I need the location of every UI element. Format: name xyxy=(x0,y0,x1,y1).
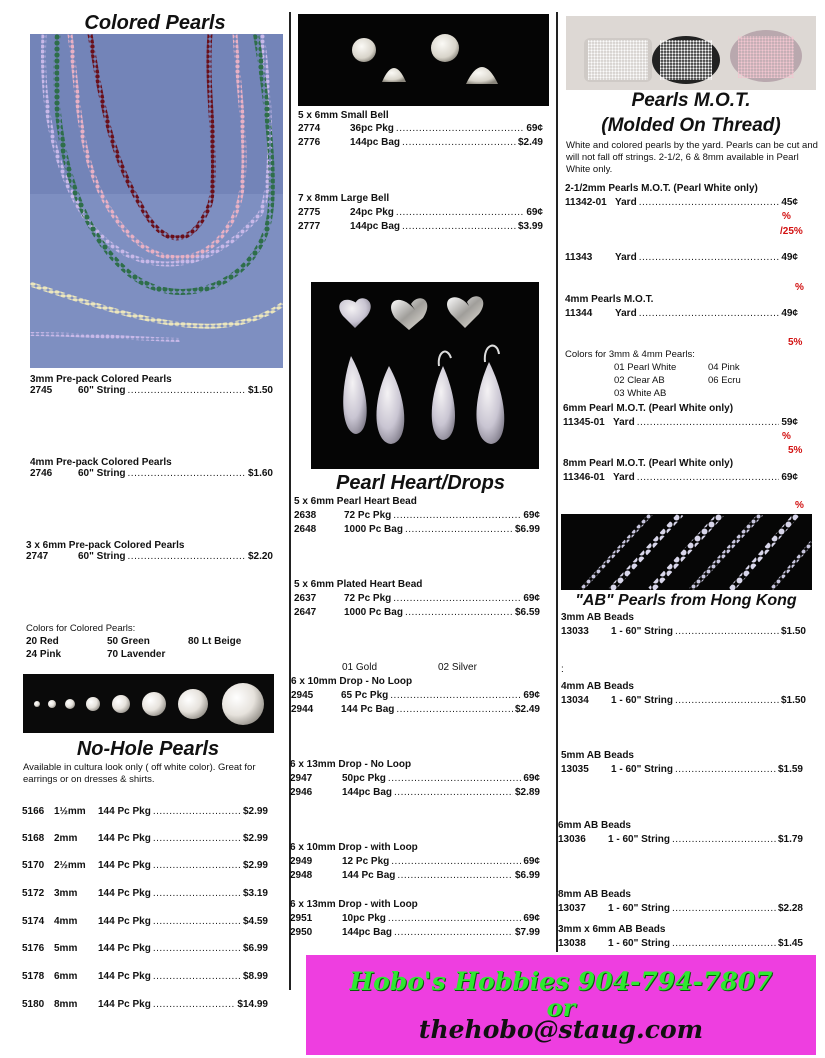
item-price: $8.99 xyxy=(242,971,268,982)
price-mark: % xyxy=(795,282,804,293)
no-hole-row xyxy=(22,833,268,844)
mot-title-line2: (Molded On Thread) xyxy=(601,115,781,136)
color-option: 24 Pink xyxy=(26,649,62,660)
ab-heading: 3mm AB Beads xyxy=(561,612,634,623)
price-mark: /25% xyxy=(780,226,803,237)
item-price: 69¢ xyxy=(523,510,540,521)
price-mark: 5% xyxy=(788,337,803,348)
item-code: 2946 xyxy=(290,787,313,798)
item-code: 13038 xyxy=(558,938,586,949)
finish-gold: 01 Gold xyxy=(342,662,378,673)
item-price: $7.99 xyxy=(514,927,540,938)
item-code: 2947 xyxy=(290,773,313,784)
item-code: 5166 xyxy=(22,806,45,817)
no-hole-row xyxy=(22,943,268,954)
item-price: 45¢ xyxy=(781,197,798,208)
item-price: $1.59 xyxy=(777,764,803,775)
ab-heading: 8mm AB Beads xyxy=(558,889,631,900)
item-desc: 1 - 60" String xyxy=(608,938,670,949)
item-desc: Yard xyxy=(613,417,635,428)
heart-drops-row xyxy=(290,913,540,924)
item-code: 2776 xyxy=(298,137,321,148)
bell-pearls-photo xyxy=(298,14,549,106)
mot-row xyxy=(563,472,798,483)
heart-drops-row xyxy=(290,856,540,867)
contact-banner xyxy=(306,955,816,1055)
item-heading: 4mm Pre-pack Colored Pearls xyxy=(30,457,172,468)
item-price: $2.89 xyxy=(514,787,540,798)
color-option: 70 Lavender xyxy=(107,649,166,660)
item-desc: 144pc Bag xyxy=(350,221,401,232)
item-code: 5174 xyxy=(22,916,45,927)
ab-row xyxy=(558,903,803,914)
color-option: 50 Green xyxy=(107,636,150,647)
no-hole-row xyxy=(22,916,268,927)
item-price: $2.49 xyxy=(514,704,540,715)
color-option: 02 Clear AB xyxy=(614,375,665,386)
colored-pearls-item-1 xyxy=(30,374,273,396)
item-price: 69¢ xyxy=(526,207,543,218)
item-desc: Yard xyxy=(615,308,637,319)
item-code: 13034 xyxy=(561,695,589,706)
heart-drops-row xyxy=(294,524,540,535)
item-price: 49¢ xyxy=(781,308,798,319)
ab-row xyxy=(561,626,806,637)
mot-heading: 6mm Pearl M.O.T. (Pearl White only) xyxy=(563,403,734,414)
item-desc: 144 Pc Pkg xyxy=(98,806,151,817)
heart-drops-heading: 6 x 13mm Drop - No Loop xyxy=(290,759,412,770)
mot-description: White and colored pearls by the yard. Pearls can be cut and will not fall off strings. 2-1/2, 6 & 8mm available in Pearl White only. xyxy=(566,140,818,175)
item-desc: 36pc Pkg xyxy=(350,123,394,134)
heart-drops-heading: 6 x 13mm Drop - with Loop xyxy=(290,899,418,910)
item-desc: 1 - 60" String xyxy=(611,626,673,637)
item-code: 2950 xyxy=(290,927,313,938)
heart-drops-title: Pearl Heart/Drops xyxy=(336,472,505,494)
color-option: 80 Lt Beige xyxy=(188,636,242,647)
item-desc: 144 Pc Pkg xyxy=(98,916,151,927)
mot-colors-label: Colors for 3mm & 4mm Pearls: xyxy=(565,349,695,360)
contact-phone: Hobo's Hobbies 904-794-7807 xyxy=(349,967,773,996)
column-divider-right xyxy=(556,12,558,952)
item-code: 2775 xyxy=(298,207,321,218)
item-price: 69¢ xyxy=(523,690,540,701)
heart-drops-row xyxy=(294,510,540,521)
item-price: $1.50 xyxy=(780,626,806,637)
item-code: 2745 xyxy=(30,385,53,396)
item-size: 4mm xyxy=(54,916,78,927)
item-desc: 1 - 60" String xyxy=(608,834,670,845)
stray-mark: : xyxy=(561,664,564,675)
small-bell-row xyxy=(298,123,543,134)
item-desc: Yard xyxy=(615,197,637,208)
heart-drops-heading: 6 x 10mm Drop - with Loop xyxy=(290,842,418,853)
heart-drops-row xyxy=(294,607,540,618)
item-code: 2774 xyxy=(298,123,321,134)
ab-heading: 4mm AB Beads xyxy=(561,681,634,692)
heart-drops-heading: 5 x 6mm Pearl Heart Bead xyxy=(294,496,417,507)
item-price: $1.60 xyxy=(247,468,273,479)
item-price: $3.99 xyxy=(517,221,543,232)
price-mark: % xyxy=(782,431,791,442)
item-price: $3.19 xyxy=(242,888,268,899)
mot-heading: 8mm Pearl M.O.T. (Pearl White only) xyxy=(563,458,734,469)
item-code: 2648 xyxy=(294,524,317,535)
item-desc: 144 Pc Pkg xyxy=(98,971,151,982)
item-price: 69¢ xyxy=(523,856,540,867)
item-price: 69¢ xyxy=(781,472,798,483)
mot-row xyxy=(565,197,798,208)
item-price: $6.59 xyxy=(514,607,540,618)
item-code: 2948 xyxy=(290,870,313,881)
item-code: 2945 xyxy=(291,690,314,701)
item-code: 11343 xyxy=(565,252,593,263)
item-desc: 1000 Pc Bag xyxy=(344,607,403,618)
colored-pearls-colors-label: Colors for Colored Pearls: xyxy=(26,623,136,634)
item-size: 3mm xyxy=(54,888,78,899)
small-bell-heading: 5 x 6mm Small Bell xyxy=(298,110,389,121)
heart-drops-row xyxy=(291,704,540,715)
mot-row xyxy=(565,252,798,263)
item-code: 13036 xyxy=(558,834,586,845)
price-mark: % xyxy=(795,500,804,511)
item-code: 2951 xyxy=(290,913,313,924)
no-hole-row xyxy=(22,860,268,871)
item-desc: 1000 Pc Bag xyxy=(344,524,403,535)
item-desc: 65 Pc Pkg xyxy=(341,690,389,701)
item-price: $1.45 xyxy=(777,938,803,949)
item-price: $1.79 xyxy=(777,834,803,845)
item-code: 2637 xyxy=(294,593,317,604)
item-desc: Yard xyxy=(615,252,637,263)
ab-heading: 6mm AB Beads xyxy=(558,820,631,831)
item-code: 13033 xyxy=(561,626,589,637)
ab-heading: 5mm AB Beads xyxy=(561,750,634,761)
small-bell-row xyxy=(298,137,543,148)
item-code: 11346-01 xyxy=(563,472,605,483)
item-desc: 1 - 60" String xyxy=(611,764,673,775)
item-code: 13037 xyxy=(558,903,586,914)
item-desc: 60" String xyxy=(78,551,126,562)
colored-pearls-item-3 xyxy=(26,540,273,562)
item-size: 6mm xyxy=(54,971,78,982)
item-desc: 144pc Bag xyxy=(350,137,401,148)
item-desc: 144 Pc Pkg xyxy=(98,833,151,844)
color-option: 03 White AB xyxy=(614,388,667,399)
heart-drops-row xyxy=(294,593,540,604)
mot-title-line1: Pearls M.O.T. xyxy=(631,90,751,111)
heart-drops-heading: 6 x 10mm Drop - No Loop xyxy=(291,676,413,687)
item-code: 2647 xyxy=(294,607,317,618)
item-code: 2944 xyxy=(291,704,314,715)
item-price: $4.59 xyxy=(242,916,268,927)
item-price: 69¢ xyxy=(526,123,543,134)
ab-row xyxy=(558,834,803,845)
item-desc: 144 Pc Bag xyxy=(341,704,395,715)
heart-drops-row xyxy=(290,773,540,784)
item-desc: 60" String xyxy=(78,385,126,396)
item-size: 2mm xyxy=(54,833,78,844)
color-option: 06 Ecru xyxy=(708,375,741,386)
no-hole-pearls-description: Available in cultura look only ( off white color). Great for earrings or on dresses & shirts. xyxy=(23,762,256,785)
item-heading: 3 x 6mm Pre-pack Colored Pearls xyxy=(26,540,185,551)
item-code: 2949 xyxy=(290,856,313,867)
item-code: 5170 xyxy=(22,860,45,871)
no-hole-pearls-title: No-Hole Pearls xyxy=(76,738,220,760)
item-desc: 72 Pc Pkg xyxy=(344,510,392,521)
item-price: $6.99 xyxy=(242,943,268,954)
item-code: 11344 xyxy=(565,308,593,319)
item-desc: 10pc Pkg xyxy=(342,913,386,924)
item-desc: 50pc Pkg xyxy=(342,773,386,784)
ab-row xyxy=(558,938,803,949)
colored-pearls-title: Colored Pearls xyxy=(84,12,226,34)
item-price: $2.99 xyxy=(242,833,268,844)
item-code: 11342-01 xyxy=(565,197,607,208)
no-hole-row xyxy=(22,971,268,982)
heart-drops-row xyxy=(291,690,540,701)
item-price: $2.28 xyxy=(777,903,803,914)
contact-email-link[interactable]: thehobo@staug.com xyxy=(418,1015,704,1044)
ab-heading: 3mm x 6mm AB Beads xyxy=(558,924,666,935)
heart-drops-photo xyxy=(311,282,539,469)
heart-drops-row xyxy=(290,870,540,881)
large-bell-row xyxy=(298,221,543,232)
item-price: 69¢ xyxy=(523,773,540,784)
finish-silver: 02 Silver xyxy=(438,662,477,673)
color-option: 01 Pearl White xyxy=(614,362,677,373)
colored-pearls-item-2 xyxy=(30,457,273,479)
item-code: 2638 xyxy=(294,510,317,521)
heart-drops-row xyxy=(290,787,540,798)
price-mark: 5% xyxy=(788,445,803,456)
ab-pearls-photo xyxy=(561,514,812,590)
heart-drops-heading: 5 x 6mm Plated Heart Bead xyxy=(294,579,423,590)
heart-drops-row xyxy=(290,927,540,938)
item-price: 69¢ xyxy=(523,913,540,924)
item-price: $6.99 xyxy=(514,524,540,535)
item-price: $6.99 xyxy=(514,870,540,881)
item-code: 2777 xyxy=(298,221,321,232)
item-price: $2.99 xyxy=(242,806,268,817)
item-desc: 24pc Pkg xyxy=(350,207,394,218)
item-code: 5178 xyxy=(22,971,45,982)
item-size: 5mm xyxy=(54,943,78,954)
no-hole-row xyxy=(22,999,268,1010)
item-desc: 144 Pc Pkg xyxy=(98,860,151,871)
item-code: 5172 xyxy=(22,888,45,899)
mot-row xyxy=(563,417,798,428)
item-code: 5176 xyxy=(22,943,45,954)
large-bell-row xyxy=(298,207,543,218)
color-option: 04 Pink xyxy=(708,362,740,373)
item-desc: 144 Pc Pkg xyxy=(98,999,151,1010)
item-desc: 60" String xyxy=(78,468,126,479)
item-price: $1.50 xyxy=(780,695,806,706)
item-desc: 144 Pc Bag xyxy=(342,870,396,881)
item-price: $2.20 xyxy=(247,551,273,562)
mot-spools-photo xyxy=(566,16,816,90)
item-price: $2.49 xyxy=(517,137,543,148)
color-option: 20 Red xyxy=(26,636,59,647)
item-desc: Yard xyxy=(613,472,635,483)
item-code: 5168 xyxy=(22,833,45,844)
item-desc: 1 - 60" String xyxy=(608,903,670,914)
mot-row xyxy=(565,308,798,319)
no-hole-row xyxy=(22,806,268,817)
item-code: 5180 xyxy=(22,999,45,1010)
item-size: 2½mm xyxy=(54,860,86,871)
ab-row xyxy=(561,764,803,775)
no-hole-row xyxy=(22,888,268,899)
mot-heading: 2-1/2mm Pearls M.O.T. (Pearl White only) xyxy=(565,183,758,194)
item-price: $1.50 xyxy=(247,385,273,396)
price-mark: % xyxy=(782,211,791,222)
item-desc: 144 Pc Pkg xyxy=(98,888,151,899)
item-code: 11345-01 xyxy=(563,417,605,428)
large-bell-heading: 7 x 8mm Large Bell xyxy=(298,193,390,204)
item-desc: 144 Pc Pkg xyxy=(98,943,151,954)
item-heading: 3mm Pre-pack Colored Pearls xyxy=(30,374,172,385)
item-desc: 12 Pc Pkg xyxy=(342,856,390,867)
item-price: 49¢ xyxy=(781,252,798,263)
item-code: 2746 xyxy=(30,468,53,479)
colored-pearls-photo xyxy=(30,34,283,368)
item-desc: 72 Pc Pkg xyxy=(344,593,392,604)
item-code: 2747 xyxy=(26,551,49,562)
contact-or: or xyxy=(546,993,576,1022)
no-hole-pearls-photo xyxy=(23,674,274,733)
item-price: $14.99 xyxy=(237,999,268,1010)
item-desc: 1 - 60" String xyxy=(611,695,673,706)
item-code: 13035 xyxy=(561,764,589,775)
ab-row xyxy=(561,695,806,706)
item-size: 8mm xyxy=(54,999,78,1010)
item-desc: 144pc Bag xyxy=(342,927,393,938)
item-size: 1½mm xyxy=(54,806,86,817)
item-price: $2.99 xyxy=(242,860,268,871)
ab-pearls-title: "AB" Pearls from Hong Kong xyxy=(575,592,797,609)
item-price: 69¢ xyxy=(523,593,540,604)
item-desc: 144pc Bag xyxy=(342,787,393,798)
mot-heading: 4mm Pearls M.O.T. xyxy=(565,294,654,305)
item-price: 59¢ xyxy=(781,417,798,428)
